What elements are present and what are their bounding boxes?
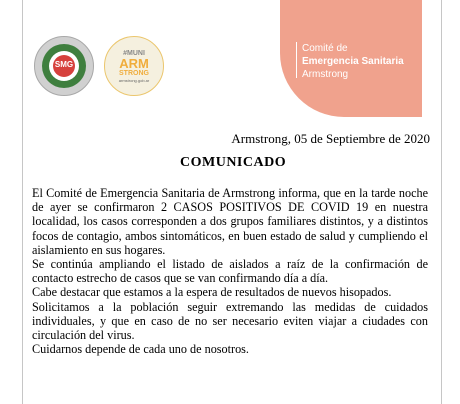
paragraph-5: Cuidarnos depende de cada uno de nosotros. bbox=[32, 342, 249, 357]
document-date: Armstrong, 05 de Septiembre de 2020 bbox=[231, 131, 430, 146]
muni-logo-url: armstrong.gob.ar bbox=[118, 77, 150, 83]
banner-line-2: Emergencia Sanitaria bbox=[302, 56, 404, 67]
muni-logo-arm: ARM bbox=[119, 55, 149, 71]
muni-logo-hashtag: #MUNI bbox=[123, 49, 145, 57]
logo-group bbox=[34, 36, 164, 96]
paragraph-2: Se continúa ampliando el listado de aislados a raíz de la confirmación de contacto estrecho de casos que se van confirmando día a día. bbox=[32, 257, 428, 286]
banner-divider bbox=[296, 42, 297, 78]
banner-line-3: Armstrong bbox=[302, 69, 349, 80]
muni-armstrong-logo bbox=[104, 36, 164, 96]
banner-line-1: Comité de bbox=[302, 43, 348, 54]
document-title: COMUNICADO bbox=[180, 155, 287, 170]
paragraph-4: Solicitamos a la población seguir extremando las medidas de cuidados individuales, y que en caso de no ser necesario eviten viajar a ciudades con circulación del virus. bbox=[32, 299, 428, 343]
document-body bbox=[32, 186, 428, 356]
paragraph-3: Cabe destacar que estamos a la espera de resultados de nuevos hisopados. bbox=[32, 285, 392, 300]
muni-logo-strong: STRONG bbox=[119, 69, 149, 77]
logo-badge-text: SMG bbox=[54, 60, 74, 69]
health-service-logo bbox=[34, 36, 94, 96]
paragraph-1: El Comité de Emergencia Sanitaria de Armstrong informa, que en la tarde noche de ayer se confirmaron 2 CASOS POSITIVOS DE COVID 19 en nuestra localidad, los casos corresponden a dos grupos familiares distintos, y a distintos focos de contagio, ambos sintomáticos, en buen estado de salud y cumpliendo el aislamiento en sus hogares. bbox=[32, 186, 428, 257]
